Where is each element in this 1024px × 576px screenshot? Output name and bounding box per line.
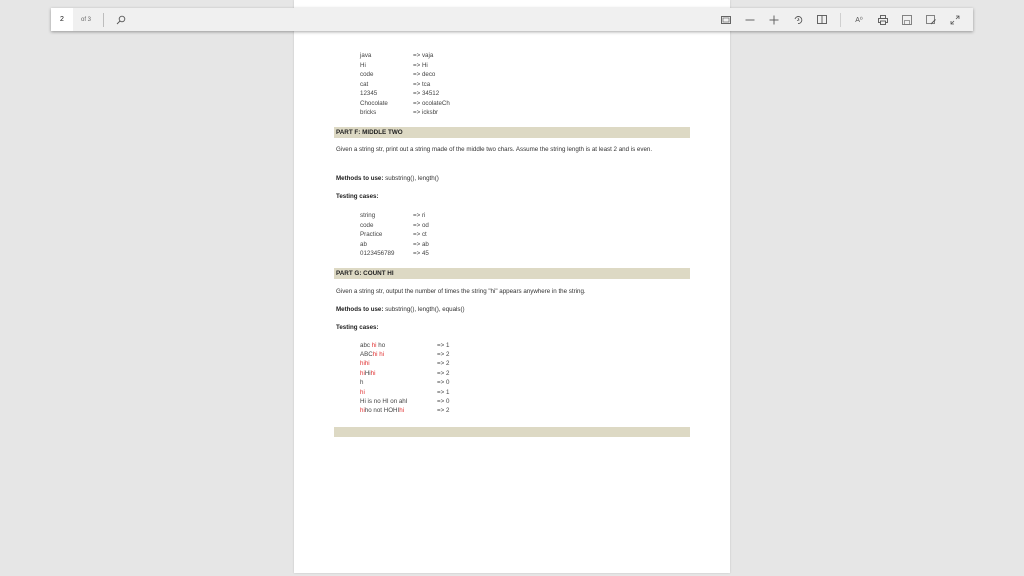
case-text: ho not HOHI (364, 407, 400, 415)
rotate-icon (793, 15, 803, 25)
zoom-out-button[interactable] (738, 8, 762, 31)
save-icon (902, 15, 912, 25)
case-output: => icksbr (413, 109, 439, 116)
highlighted-hi: hi (372, 350, 378, 358)
highlighted-hi: hi (371, 341, 377, 349)
print-icon (878, 15, 888, 25)
rotate-button[interactable] (786, 8, 810, 31)
case-input (360, 388, 365, 397)
case-input (360, 350, 384, 359)
case-output: => tca (413, 80, 431, 88)
part-g-methods (336, 305, 686, 314)
part-f-testing-label: Testing cases: (336, 193, 379, 200)
case-input: ab (360, 240, 367, 248)
case-output: => 34512 (413, 90, 440, 97)
case-text: h (360, 379, 364, 387)
case-output: => 2 (437, 369, 450, 377)
case-input: bricks (360, 109, 377, 116)
case-output: => ocolateCh (413, 99, 450, 107)
case-input: code (360, 71, 374, 78)
case-input: code (360, 221, 374, 229)
case-input (360, 406, 404, 415)
read-aloud-button[interactable] (847, 8, 871, 31)
case-input: 0123456789 (360, 250, 395, 257)
case-output: => 1 (437, 341, 450, 349)
plus-icon (769, 15, 779, 25)
highlighted-hi: hi (370, 369, 376, 377)
case-output: => od (413, 221, 429, 229)
minus-icon (745, 15, 755, 25)
fit-page-icon (721, 16, 731, 24)
case-output: => vaja (413, 52, 434, 59)
case-output: => 0 (437, 397, 450, 405)
case-input (360, 359, 370, 368)
zoom-in-button[interactable] (762, 8, 786, 31)
case-output: => ab (413, 240, 429, 248)
case-input: cat (360, 80, 369, 88)
case-input: java (360, 52, 372, 59)
page-count-label: of 3 (81, 16, 92, 23)
case-input: Practice (360, 231, 383, 238)
save-as-button[interactable] (919, 8, 943, 31)
case-input (360, 341, 385, 350)
section-header-next (334, 427, 690, 437)
highlighted-hi: hi (360, 407, 365, 415)
part-g-description: Given a string str, output the number of times the string "hi" appears anywhere in the string. (336, 288, 586, 295)
methods-label: Methods to use: (336, 175, 384, 182)
methods-label: Methods to use: (336, 306, 384, 313)
print-button[interactable] (871, 8, 895, 31)
case-text: Hi is no HI on ahI (360, 397, 408, 405)
highlighted-hi: hi (360, 369, 365, 377)
read-aloud-icon: A⁰ (855, 16, 863, 24)
case-output: => 2 (437, 407, 450, 415)
section-header-part-f: PART F: MIDDLE TWO (334, 127, 690, 138)
case-input: Chocolate (360, 99, 388, 107)
case-output: => 0 (437, 379, 450, 387)
case-input: 12345 (360, 90, 378, 97)
toolbar-divider (103, 13, 104, 27)
toolbar-actions (714, 8, 967, 31)
case-output: => 2 (437, 360, 450, 368)
case-output: => 1 (437, 388, 450, 396)
search-icon (116, 15, 126, 25)
case-output: => 2 (437, 350, 450, 358)
highlighted-hi: hi (399, 407, 405, 415)
save-button[interactable] (895, 8, 919, 31)
highlighted-hi: hi (379, 350, 385, 358)
case-text: Hi (364, 369, 371, 377)
case-input (360, 397, 407, 406)
case-text: abc (360, 341, 372, 349)
case-input (360, 369, 376, 378)
highlighted-hi: hi (360, 388, 365, 396)
fit-page-button[interactable] (714, 8, 738, 31)
highlighted-hi: hihi (360, 360, 370, 368)
case-output: => Hi (413, 61, 428, 69)
case-text: ho (376, 341, 386, 349)
toolbar-divider (840, 13, 841, 27)
case-output: => ct (413, 231, 427, 238)
case-output: => ri (413, 212, 426, 219)
methods-list: substring(), length() (385, 175, 439, 182)
part-f-methods (336, 174, 686, 183)
fullscreen-icon (950, 15, 960, 25)
search-button[interactable] (114, 13, 128, 27)
pdf-page (294, 0, 730, 573)
case-text: ABC (360, 350, 373, 358)
case-input: Hi (360, 61, 366, 69)
methods-list: substring(), length(), equals() (385, 306, 465, 313)
case-output: => 45 (413, 250, 429, 257)
case-output: => deco (413, 71, 436, 78)
part-g-testing-label: Testing cases: (336, 324, 379, 331)
save-as-icon (926, 15, 936, 25)
page-view-icon (817, 15, 827, 24)
page-view-button[interactable] (810, 8, 834, 31)
section-header-part-g: PART G: COUNT HI (334, 268, 690, 279)
part-f-description: Given a string str, print out a string made of the middle two chars. Assume the string length is at least 2 and is even. (336, 146, 653, 153)
case-input (360, 378, 363, 387)
pdf-toolbar (51, 8, 973, 31)
case-input: string (360, 212, 376, 219)
fullscreen-button[interactable] (943, 8, 967, 31)
page-number-input[interactable]: 2 (51, 8, 73, 31)
